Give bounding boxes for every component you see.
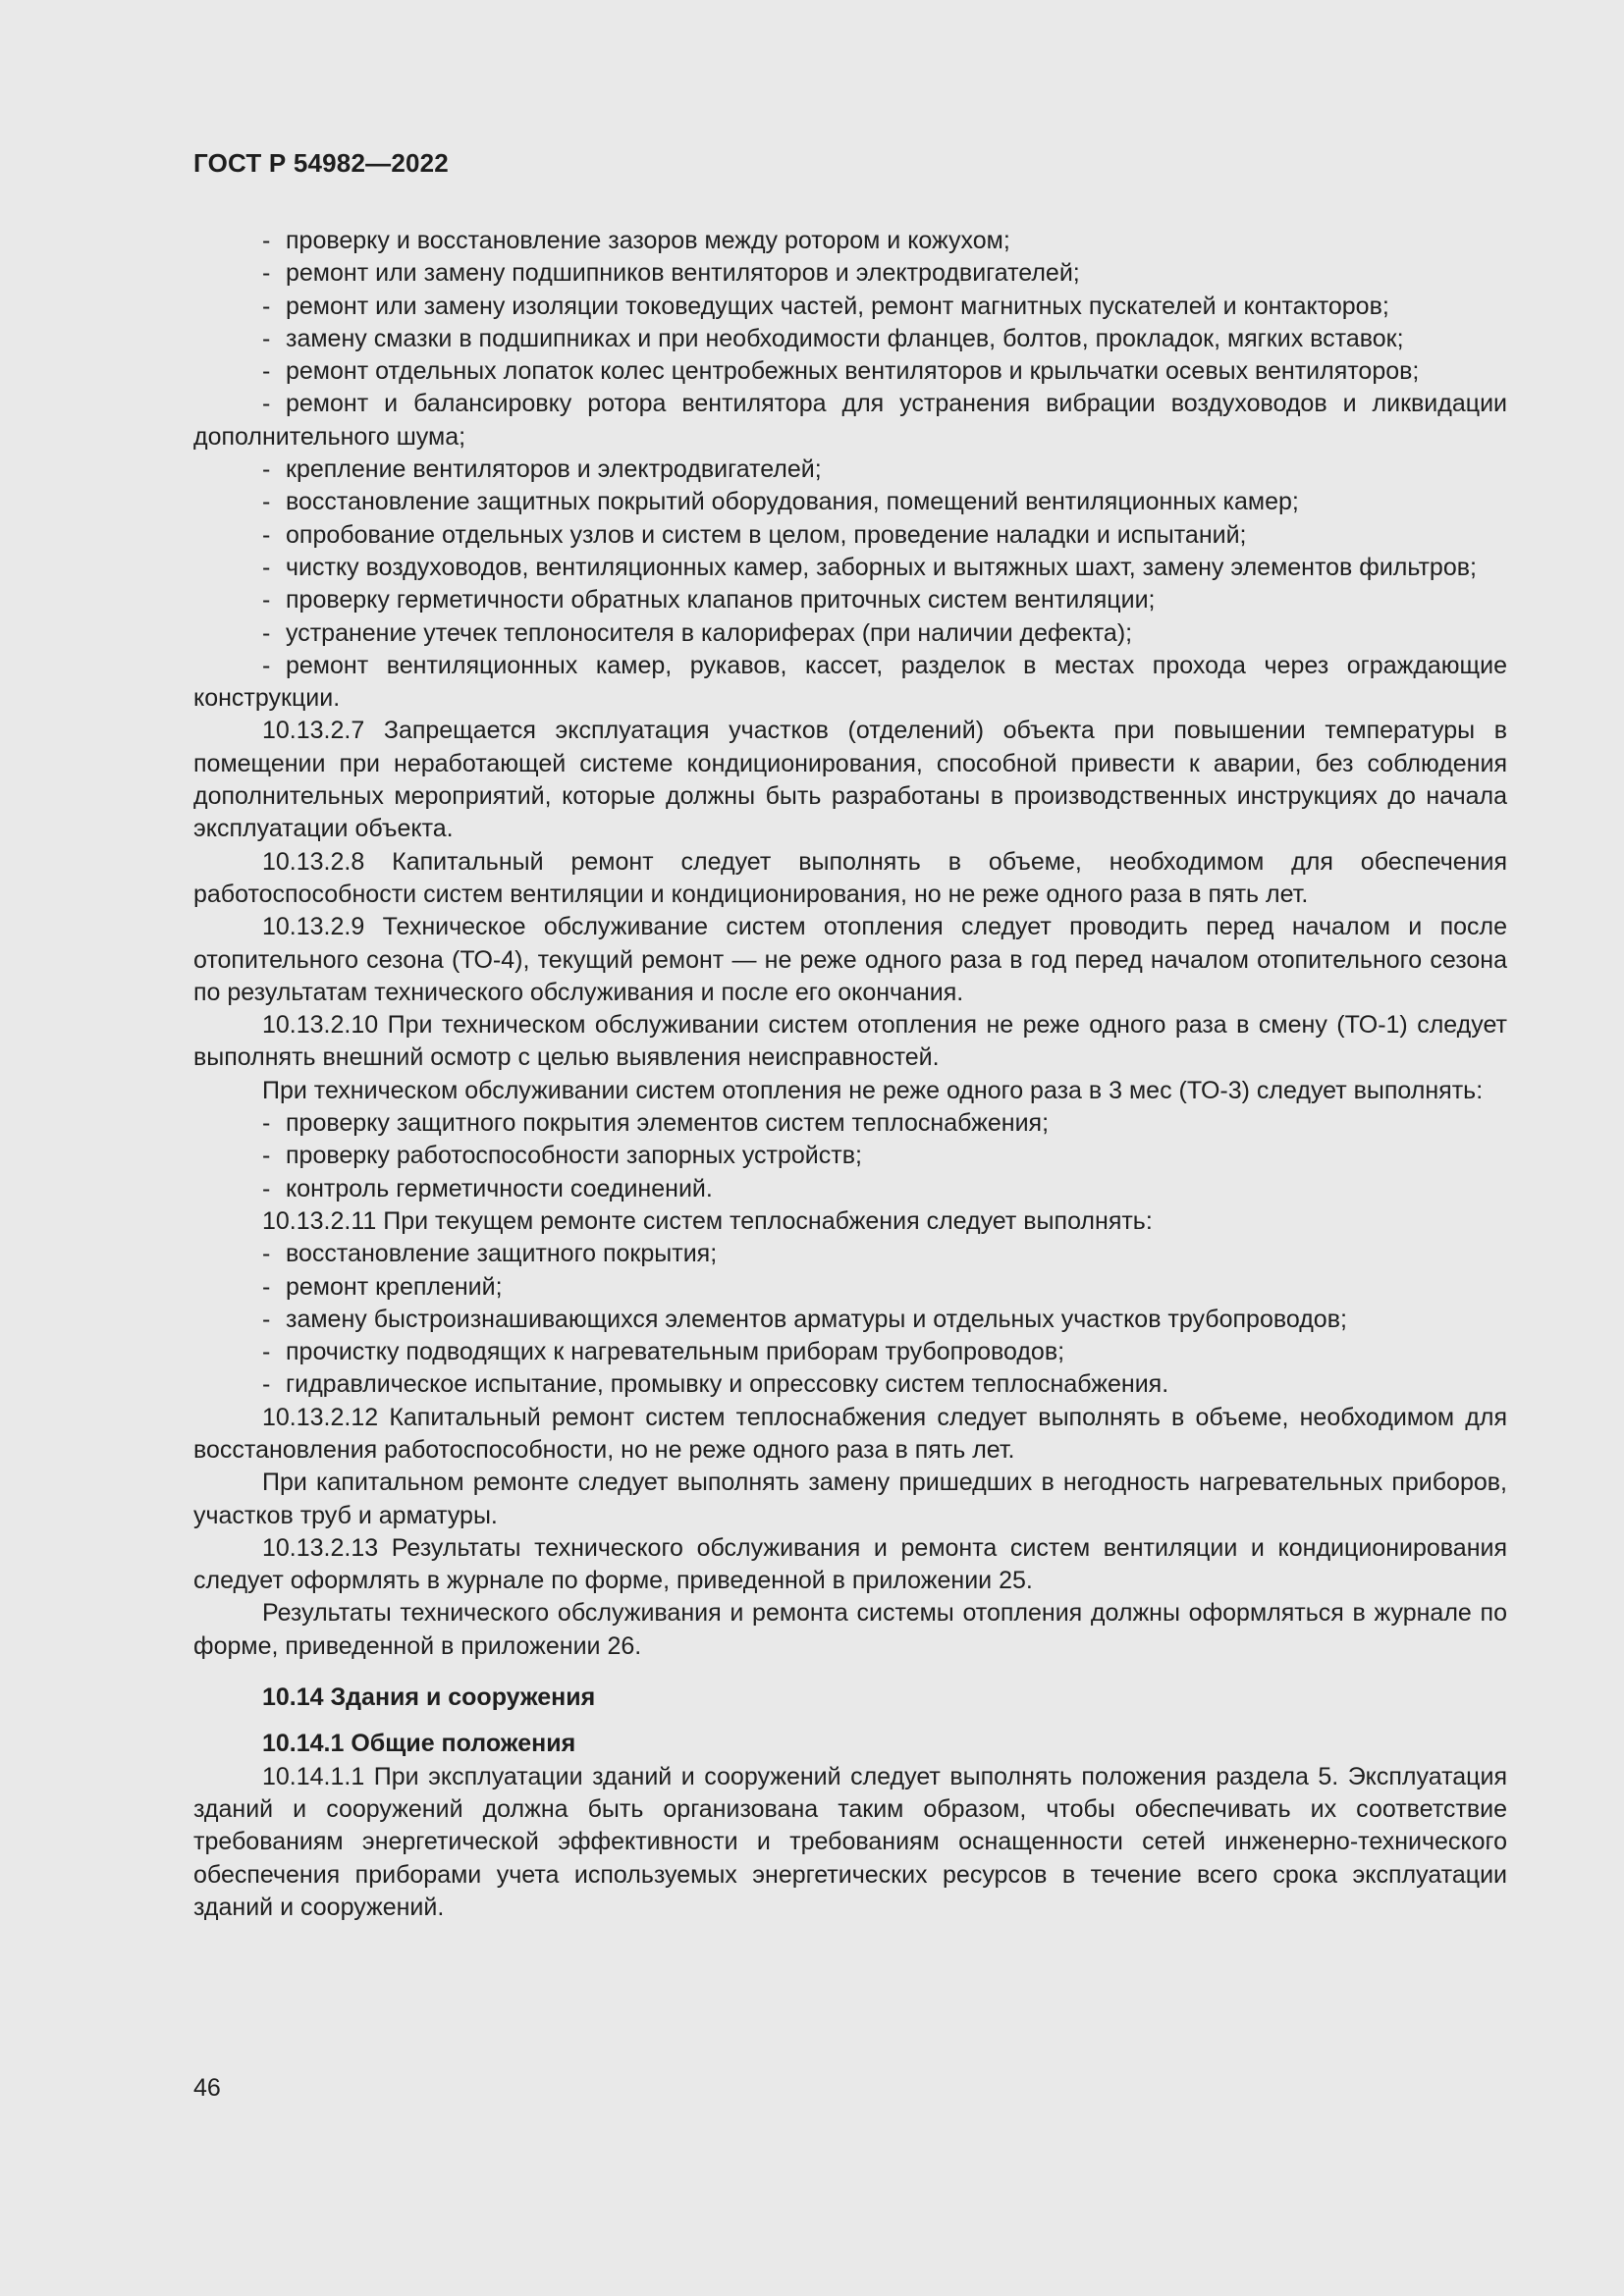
list-item: - устранение утечек теплоносителя в калориферах (при наличии дефекта); bbox=[193, 617, 1507, 650]
list-item: - ремонт или замену изоляции токоведущих частей, ремонт магнитных пускателей и контакторов; bbox=[193, 291, 1507, 323]
list-item: - проверку работоспособности запорных устройств; bbox=[193, 1140, 1507, 1172]
list-dash: - bbox=[262, 1142, 271, 1170]
list-dash: - bbox=[262, 1109, 271, 1138]
list-item: - гидравлическое испытание, промывку и опрессовку систем теплоснабжения. bbox=[193, 1368, 1507, 1401]
list-dash: - bbox=[262, 1338, 271, 1366]
list-item: - восстановление защитных покрытий оборудования, помещений вентиляционных камер; bbox=[193, 486, 1507, 518]
paragraph-results: Результаты технического обслуживания и ремонта системы отопления должны оформляться в журнале по форме, приведенной в приложении 26. bbox=[193, 1599, 1507, 1660]
list-item: - чистку воздуховодов, вентиляционных камер, заборных и вытяжных шахт, замену элементов фильтров; bbox=[193, 552, 1507, 584]
list-item: - ремонт отдельных лопаток колес центробежных вентиляторов и крыльчатки осевых вентиляторов; bbox=[193, 355, 1507, 388]
list-item: - замену смазки в подшипниках и при необходимости фланцев, болтов, прокладок, мягких вставок; bbox=[193, 323, 1507, 355]
paragraph-10-13-2-8: 10.13.2.8 Капитальный ремонт следует выполнять в объеме, необходимом для обеспечения работоспособности систем вентиляции и кондиционирования, но не реже одного раза в пять лет. bbox=[193, 847, 1507, 908]
paragraph-10-13-2-7: 10.13.2.7 Запрещается эксплуатация участков (отделений) объекта при повышении температуры в помещении при неработающей системе кондиционирования, способной привести к аварии, без соблюдения дополнительных мероприятий, которые должны быть разработаны в производственных инструкциях до начала эксплуатации объекта. bbox=[193, 717, 1507, 843]
list-dash: - bbox=[262, 1272, 271, 1301]
list-item: - ремонт креплений; bbox=[193, 1271, 1507, 1304]
paragraph-10-14-1-1: 10.14.1.1 При эксплуатации зданий и сооружений следует выполнять положения раздела 5. Эксплуатация зданий и сооружений должна быть организована таким образом, чтобы обеспечивать их соответствие требованиям энергетической эффективности и требованиям оснащенности сетей инженерно-технического обеспечения приборами учета используемых энергетических ресурсов в течение всего срока эксплуатации зданий и сооружений. bbox=[193, 1762, 1507, 1921]
list-item: - ремонт и балансировку ротора вентилятора для устранения вибрации воздуховодов и ликвидации дополнительного шума; bbox=[193, 390, 1507, 451]
list-item: - контроль герметичности соединений. bbox=[193, 1173, 1507, 1205]
paragraph-10-13-2-10: 10.13.2.10 При техническом обслуживании систем отопления не реже одного раза в смену (ТО-1) следует выполнять внешний осмотр с целью выявления неисправностей. bbox=[193, 1011, 1507, 1072]
list-item: - ремонт или замену подшипников вентиляторов и электродвигателей; bbox=[193, 257, 1507, 290]
list-dash: - bbox=[262, 553, 271, 581]
document-body bbox=[193, 225, 1507, 1924]
list-dash: - bbox=[262, 1305, 271, 1333]
list-dash: - bbox=[262, 520, 271, 549]
list-dash: - bbox=[262, 488, 271, 516]
paragraph-10-13-2-13: 10.13.2.13 Результаты технического обслуживания и ремонта систем вентиляции и кондиционирования следует оформлять в журнале по форме, приведенной в приложении 25. bbox=[193, 1533, 1507, 1595]
section-heading-10-14-1: 10.14.1 Общие положения bbox=[262, 1730, 576, 1758]
list-dash: - bbox=[262, 1370, 271, 1399]
list-item: - проверку защитного покрытия элементов систем теплоснабжения; bbox=[193, 1107, 1507, 1140]
list-dash: - bbox=[262, 651, 271, 679]
list-item: - восстановление защитного покрытия; bbox=[193, 1238, 1507, 1270]
paragraph-10-13-2-9: 10.13.2.9 Техническое обслуживание систем отопления следует проводить перед началом и после отопительного сезона (ТО-4), текущий ремонт — не реже одного раза в год перед началом отопительного сезона по результатам технического обслуживания и после его окончания. bbox=[193, 913, 1507, 1006]
list-dash: - bbox=[262, 357, 271, 386]
list-dash: - bbox=[262, 618, 271, 647]
paragraph-capital-repair: При капитальном ремонте следует выполнять замену пришедших в негодность нагревательных приборов, участков труб и арматуры. bbox=[193, 1468, 1507, 1529]
list-item: - ремонт вентиляционных камер, рукавов, кассет, разделок в местах прохода через ограждающие конструкции. bbox=[193, 651, 1507, 713]
list-dash: - bbox=[262, 1174, 271, 1202]
page-number: 46 bbox=[193, 2074, 221, 2102]
list-dash: - bbox=[262, 324, 271, 352]
list-dash: - bbox=[262, 1240, 271, 1268]
list-item: - опробование отдельных узлов и систем в целом, проведение наладки и испытаний; bbox=[193, 519, 1507, 552]
list-dash: - bbox=[262, 586, 271, 614]
document-header: ГОСТ Р 54982—2022 bbox=[193, 148, 449, 178]
list-dash: - bbox=[262, 227, 271, 254]
list-item: - проверку и восстановление зазоров между ротором и кожухом; bbox=[193, 225, 1507, 257]
section-heading-10-14: 10.14 Здания и сооружения bbox=[262, 1683, 596, 1712]
list-item: - замену быстроизнашивающихся элементов арматуры и отдельных участков трубопроводов; bbox=[193, 1304, 1507, 1336]
list-dash: - bbox=[262, 292, 271, 320]
list-item: - крепление вентиляторов и электродвигателей; bbox=[193, 454, 1507, 486]
list-dash: - bbox=[262, 455, 271, 484]
list-dash: - bbox=[262, 390, 271, 418]
list-item: - прочистку подводящих к нагревательным приборам трубопроводов; bbox=[193, 1336, 1507, 1368]
paragraph-to3: При техническом обслуживании систем отопления не реже одного раза в 3 мес (ТО-3) следует выполнять: bbox=[262, 1076, 1484, 1104]
paragraph-10-13-2-11: 10.13.2.11 При текущем ремонте систем теплоснабжения следует выполнять: bbox=[262, 1206, 1153, 1235]
list-item: - проверку герметичности обратных клапанов приточных систем вентиляции; bbox=[193, 584, 1507, 616]
paragraph-10-13-2-12: 10.13.2.12 Капитальный ремонт систем теплоснабжения следует выполнять в объеме, необходимом для восстановления работоспособности, но не реже одного раза в пять лет. bbox=[193, 1403, 1507, 1464]
list-dash: - bbox=[262, 259, 271, 288]
